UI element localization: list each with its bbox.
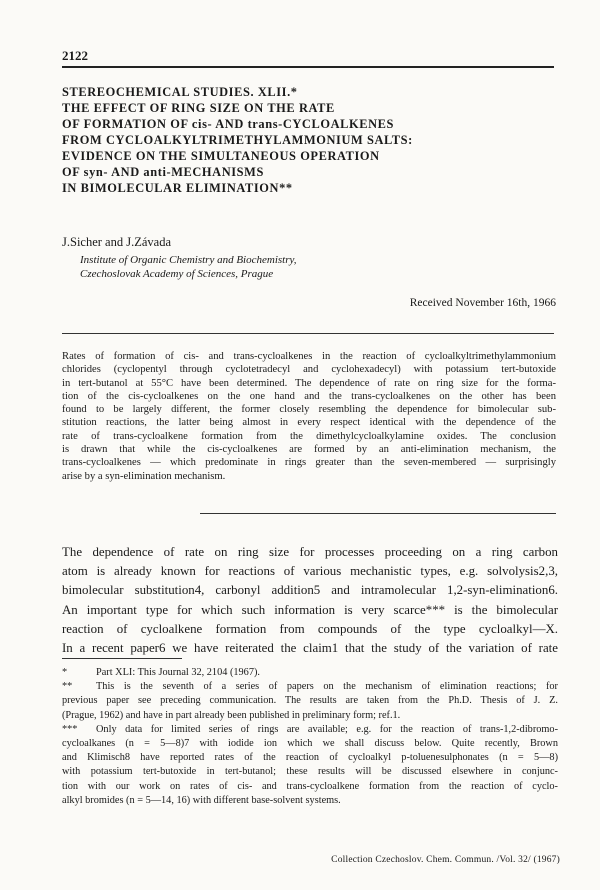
abstract-line: trans-cycloalkenes — which predominate in rings greater than the seven-membered — surprisingly bbox=[62, 457, 556, 469]
footnote-marker: * bbox=[62, 667, 68, 678]
article-title bbox=[62, 84, 562, 196]
page-number: 2122 bbox=[62, 48, 88, 63]
body-line: reaction of cycloalkene formation from compounds of the type cycloalkyl—X. bbox=[62, 621, 558, 636]
footnote-3-line: alkyl bromides (n = 5—14, 16) with different base-solvent systems. bbox=[62, 794, 341, 806]
title-line: IN BIMOLECULAR ELIMINATION** bbox=[62, 181, 293, 195]
footnote-3-line: and Klimisch8 have reported rates of the reaction of cycloalkyl p-toluenesulphonates (n = 5—8) bbox=[62, 752, 558, 764]
body-line: An important type for which such information is very scarce*** is the bimolecular bbox=[62, 602, 558, 617]
footnotes bbox=[62, 666, 558, 808]
body-line: atom is already known for reactions of various mechanistic types, e.g. solvolysis2,3, bbox=[62, 564, 558, 579]
affiliation-line: Institute of Organic Chemistry and Biochemistry, bbox=[80, 254, 297, 266]
abstract-line: rate of trans-cycloalkene formation from the dimethylcycloalkylamine oxides. The conclusion bbox=[62, 430, 556, 442]
footnote-text: Only data for limited series of rings are available; e.g. for the reaction of trans-1,2-dibromo- bbox=[96, 723, 558, 735]
title-line: STEREOCHEMICAL STUDIES. XLII.* bbox=[62, 85, 298, 99]
title-line: THE EFFECT OF RING SIZE ON THE RATE bbox=[62, 101, 335, 115]
title-line: EVIDENCE ON THE SIMULTANEOUS OPERATION bbox=[62, 149, 380, 163]
received-date: Received November 16th, 1966 bbox=[409, 297, 556, 309]
footnote-marker: ** bbox=[62, 681, 73, 693]
affiliation-line: Czechoslovak Academy of Sciences, Prague bbox=[80, 268, 274, 280]
abstract-line: arise by a syn-elimination mechanism. bbox=[62, 470, 226, 482]
footnote-rule bbox=[62, 658, 182, 659]
title-line: OF FORMATION OF cis- AND trans-CYCLOALKENES bbox=[62, 117, 395, 131]
abstract-line: in tert-butanol at 55°C have been determined. The dependence of rate on ring size for the forma- bbox=[62, 377, 556, 389]
body-line: The dependence of rate on ring size for processes proceeding on a ring carbon bbox=[62, 545, 558, 559]
abstract-bottom-rule bbox=[200, 513, 556, 514]
abstract-line: Rates of formation of cis- and trans-cycloalkenes in the reaction of cycloalkyltrimethylammonium bbox=[62, 351, 556, 362]
footnote-2-line bbox=[62, 680, 558, 694]
footnote-3-line: tion with our work on rates of cis- and trans-cycloalkene formation from the reaction of cyclo- bbox=[62, 780, 558, 792]
footnote-marker: *** bbox=[62, 723, 78, 735]
title-line: FROM CYCLOALKYLTRIMETHYLAMMONIUM SALTS: bbox=[62, 133, 413, 147]
footnote-text: This is the seventh of a series of papers on the mechanism of elimination reactions; for bbox=[96, 681, 558, 693]
abstract-top-rule bbox=[62, 333, 554, 334]
abstract-line: chlorides (cyclopentyl through cyclotetradecyl and cyclohexadecyl) with potassium tert-butoxide bbox=[62, 364, 556, 376]
footnote-3-line: cycloalkanes (n = 5—8)7 with iodide ion which we shall discuss below. Quite recently, Brown bbox=[62, 738, 558, 750]
body-line: In a recent paper6 we have reiterated the claim1 that the study of the variation of rate bbox=[62, 641, 558, 656]
abstract bbox=[62, 350, 556, 483]
abstract-line: stitution reactions, the latter being almost in every respect identical with the dependence of the bbox=[62, 417, 556, 429]
abstract-line: is drawn that while the cis-cycloalkenes are formed by an anti-elimination mechanism, the bbox=[62, 444, 556, 456]
authors: J.Sicher and J.Závada bbox=[62, 235, 171, 249]
body-line: bimolecular substitution4, carbonyl addition5 and intramolecular 1,2-syn-elimination6. bbox=[62, 583, 558, 598]
footnote-3-line: with potassium tert-butoxide in tert-butanol; these results will be discussed elsewhere in conjunc- bbox=[62, 766, 558, 778]
abstract-line: found to be largely different, the former closely resembling the dependence for bimolecular sub- bbox=[62, 404, 556, 416]
affiliation bbox=[80, 253, 297, 281]
journal-footer: Collection Czechoslov. Chem. Commun. /Vol. 32/ (1967) bbox=[331, 855, 560, 865]
body-text bbox=[62, 543, 558, 658]
title-line: OF syn- AND anti-MECHANISMS bbox=[62, 165, 264, 179]
footnote-2-line: previous paper see preceding communication. The results are taken from the Ph.D. Thesis of J. Z. bbox=[62, 695, 558, 707]
footnote-3-line bbox=[62, 723, 558, 737]
footnote-text: Part XLI: This Journal 32, 2104 (1967). bbox=[96, 667, 260, 678]
footnote-2-line: (Prague, 1962) and have in part already been published in preliminary form; ref.1. bbox=[62, 709, 401, 721]
abstract-line: tion of the cis-cycloalkenes on the one hand and the trans-cycloalkenes on the other has been bbox=[62, 390, 556, 402]
header-rule bbox=[62, 66, 554, 68]
footnote-1 bbox=[62, 666, 558, 680]
